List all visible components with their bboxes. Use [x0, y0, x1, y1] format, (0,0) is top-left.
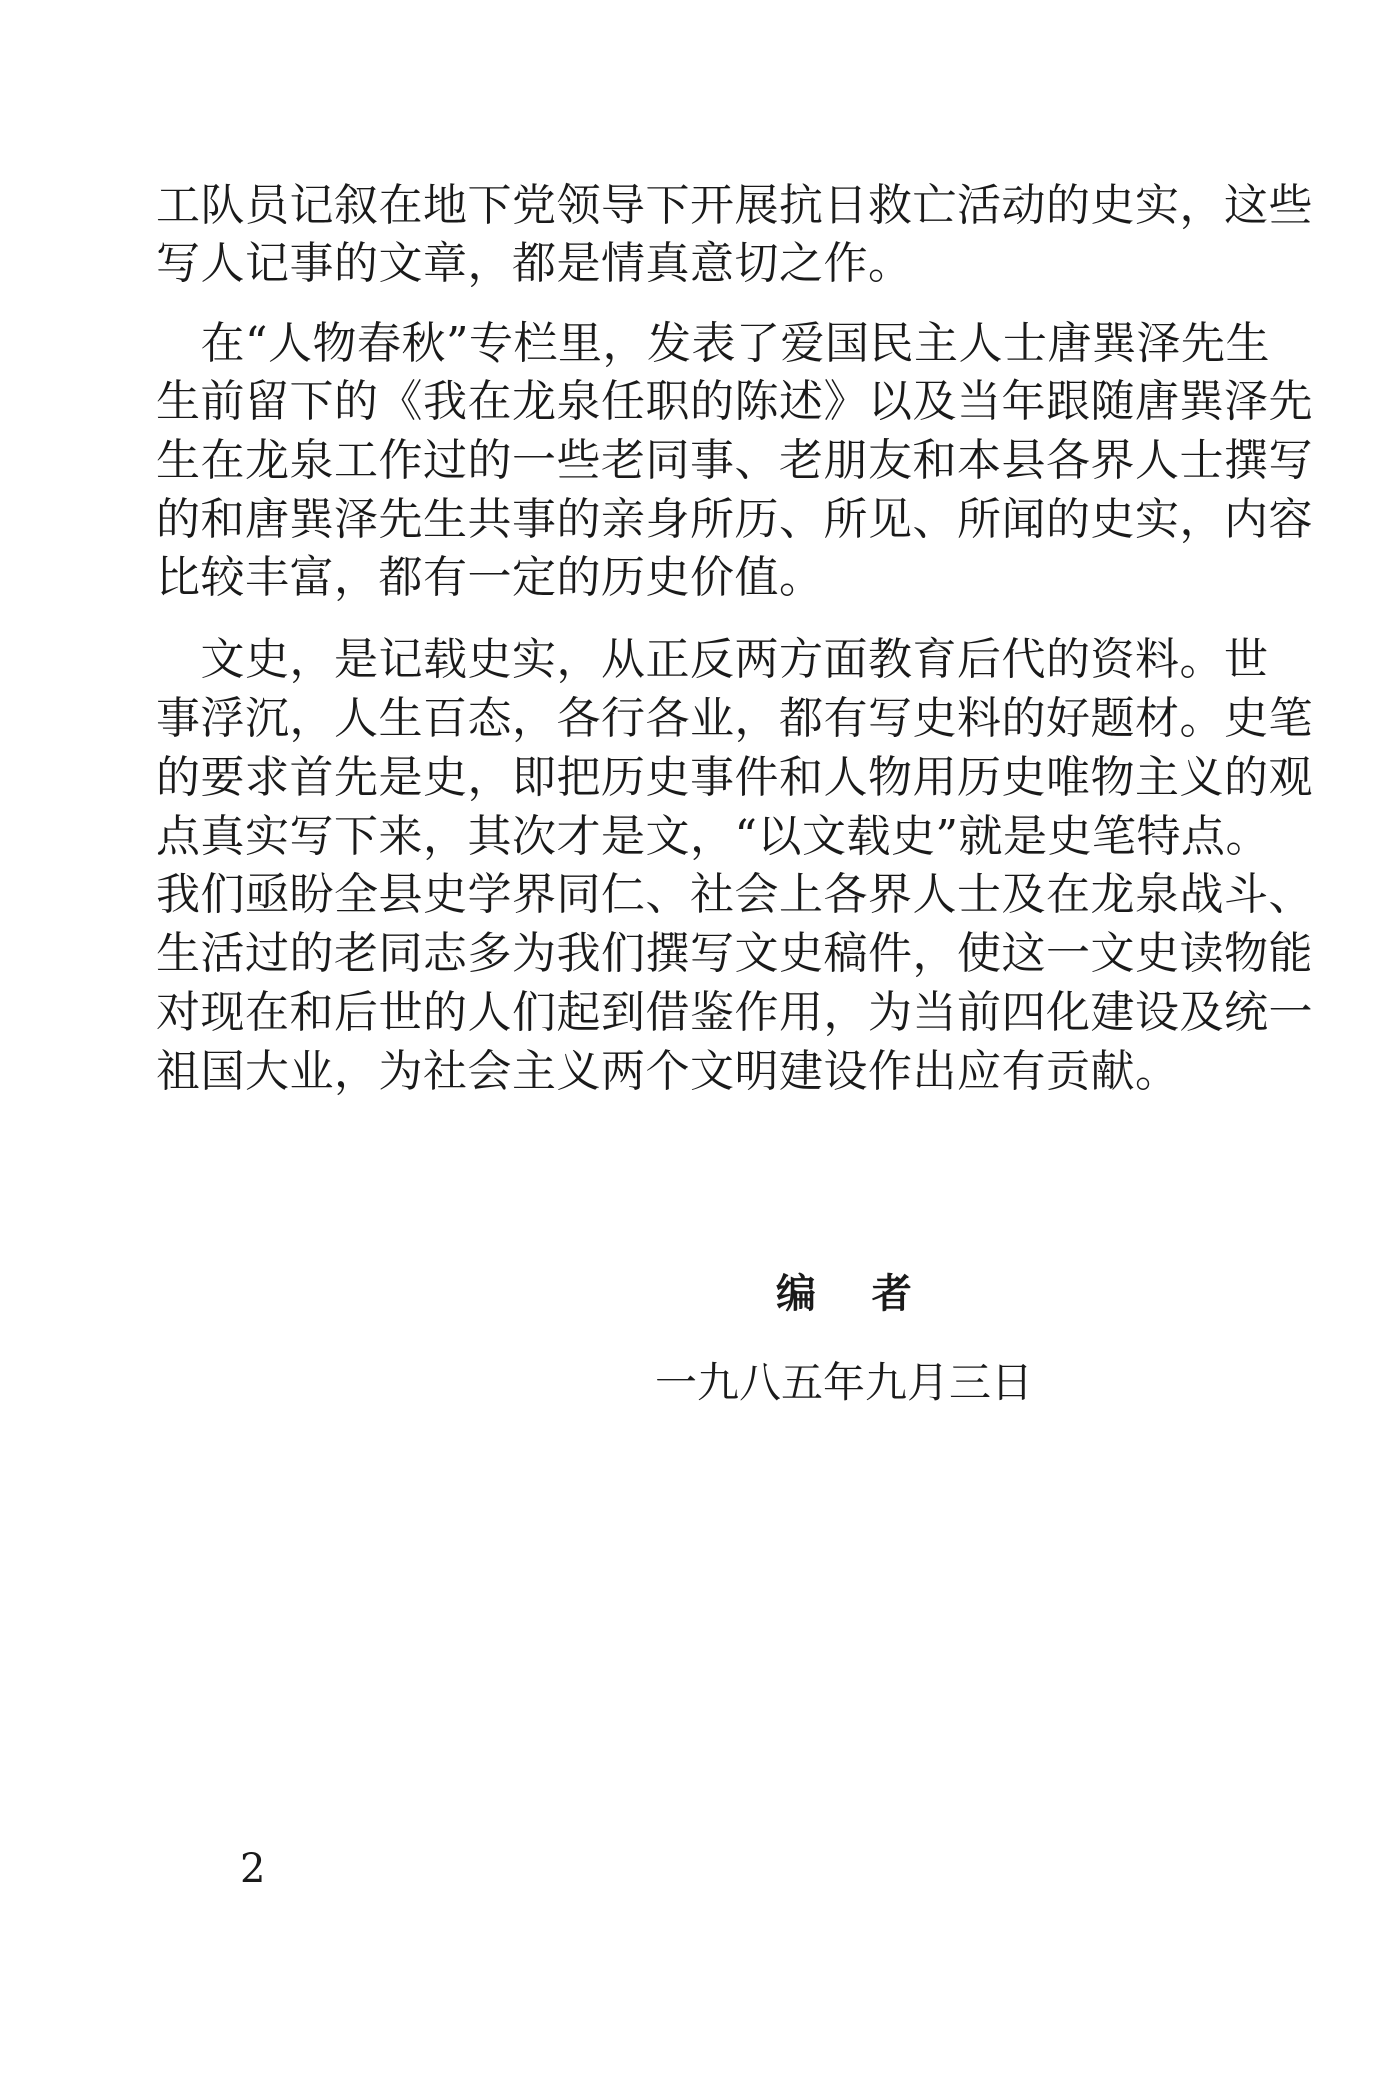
- text-line: 的要求首先是史，即把历史事件和人物用历史唯物主义的观: [156, 752, 1313, 803]
- page-number: 2: [240, 1846, 266, 1892]
- text-line: 我们亟盼全县史学界同仁、社会上各界人士及在龙泉战斗、: [156, 869, 1313, 920]
- text-line: 生活过的老同志多为我们撰写文史稿件，使这一文史读物能: [156, 928, 1313, 979]
- text-line: 文史，是记载史实，从正反两方面教育后代的资料。世: [156, 634, 1269, 685]
- text-line: 生在龙泉工作过的一些老同事、老朋友和本县各界人士撰写: [156, 435, 1313, 486]
- text-line: 事浮沉，人生百态，各行各业，都有写史料的好题材。史笔: [156, 693, 1313, 744]
- text-line: 祖国大业，为社会主义两个文明建设作出应有贡献。: [156, 1046, 1180, 1097]
- text-line: 的和唐巽泽先生共事的亲身所历、所见、所闻的史实，内容: [156, 494, 1313, 545]
- text-line: 写人记事的文章，都是情真意切之作。: [156, 238, 913, 289]
- text-line: 对现在和后世的人们起到借鉴作用，为当前四化建设及统一: [156, 987, 1313, 1038]
- text-line: 点真实写下来，其次才是文，“以文载史”就是史笔特点。: [156, 811, 1270, 862]
- text-line: 比较丰富，都有一定的历史价值。: [156, 552, 824, 603]
- editor-signature: 编 者: [776, 1271, 912, 1317]
- text-line: 生前留下的《我在龙泉任职的陈述》以及当年跟随唐巽泽先: [156, 376, 1313, 427]
- text-line: 在“人物春秋”专栏里，发表了爱国民主人士唐巽泽先生: [156, 318, 1270, 369]
- date-line: 一九八五年九月三日: [655, 1358, 1034, 1407]
- text-line: 工队员记叙在地下党领导下开展抗日救亡活动的史实，这些: [156, 180, 1313, 231]
